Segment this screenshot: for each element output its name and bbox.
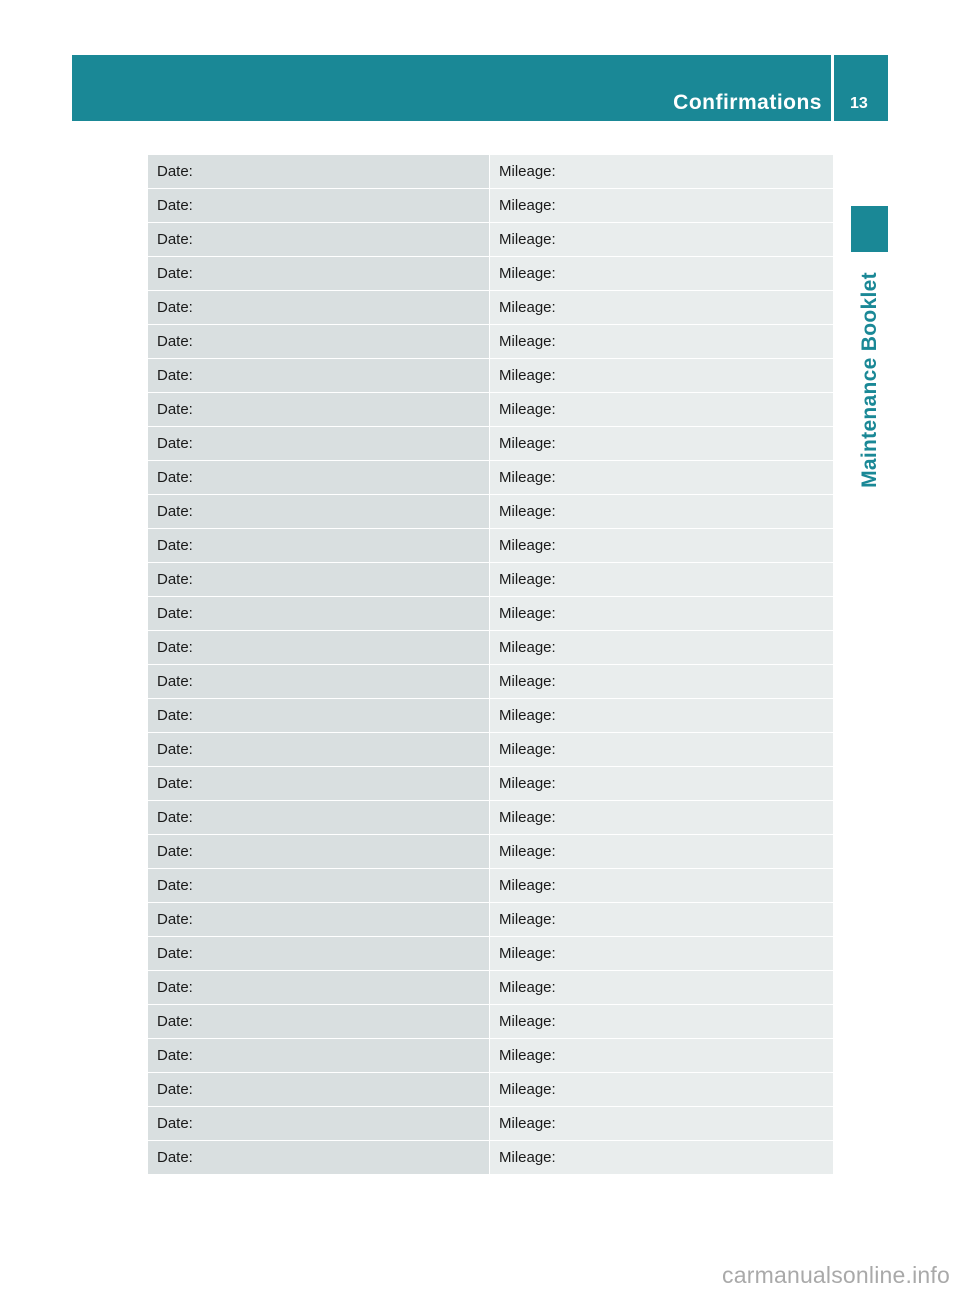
mileage-field[interactable]: Mileage:: [490, 699, 833, 732]
date-field[interactable]: Date:: [148, 937, 490, 970]
table-row: [148, 903, 833, 937]
date-field[interactable]: Date:: [148, 665, 490, 698]
mileage-field[interactable]: Mileage:: [490, 257, 833, 290]
mileage-field[interactable]: Mileage:: [490, 155, 833, 188]
watermark: carmanualsonline.info: [722, 1262, 950, 1288]
mileage-field[interactable]: Mileage:: [490, 1039, 833, 1072]
table-row: [148, 665, 833, 699]
table-row: [148, 359, 833, 393]
table-row: [148, 801, 833, 835]
date-field[interactable]: Date:: [148, 767, 490, 800]
table-row: [148, 1073, 833, 1107]
side-tab-label: Maintenance Booklet: [858, 272, 881, 488]
mileage-field[interactable]: Mileage:: [490, 223, 833, 256]
date-field[interactable]: Date:: [148, 563, 490, 596]
date-field[interactable]: Date:: [148, 495, 490, 528]
mileage-field[interactable]: Mileage:: [490, 801, 833, 834]
mileage-field[interactable]: Mileage:: [490, 767, 833, 800]
table-row: [148, 971, 833, 1005]
date-field[interactable]: Date:: [148, 461, 490, 494]
mileage-field[interactable]: Mileage:: [490, 733, 833, 766]
mileage-field[interactable]: Mileage:: [490, 937, 833, 970]
mileage-field[interactable]: Mileage:: [490, 869, 833, 902]
table-row: [148, 937, 833, 971]
mileage-field[interactable]: Mileage:: [490, 393, 833, 426]
date-field[interactable]: Date:: [148, 393, 490, 426]
date-field[interactable]: Date:: [148, 733, 490, 766]
date-field[interactable]: Date:: [148, 325, 490, 358]
table-row: [148, 1005, 833, 1039]
table-row: [148, 495, 833, 529]
date-field[interactable]: Date:: [148, 699, 490, 732]
table-row: [148, 835, 833, 869]
date-field[interactable]: Date:: [148, 155, 490, 188]
mileage-field[interactable]: Mileage:: [490, 631, 833, 664]
mileage-field[interactable]: Mileage:: [490, 529, 833, 562]
date-field[interactable]: Date:: [148, 1107, 490, 1140]
table-row: [148, 699, 833, 733]
date-field[interactable]: Date:: [148, 1039, 490, 1072]
table-row: [148, 1141, 833, 1175]
date-field[interactable]: Date:: [148, 869, 490, 902]
mileage-field[interactable]: Mileage:: [490, 597, 833, 630]
table-row: [148, 529, 833, 563]
date-field[interactable]: Date:: [148, 903, 490, 936]
table-row: [148, 767, 833, 801]
table-row: [148, 563, 833, 597]
header-divider: [831, 55, 834, 121]
table-row: [148, 291, 833, 325]
mileage-field[interactable]: Mileage:: [490, 325, 833, 358]
table-row: [148, 189, 833, 223]
mileage-field[interactable]: Mileage:: [490, 1107, 833, 1140]
date-field[interactable]: Date:: [148, 427, 490, 460]
date-field[interactable]: Date:: [148, 835, 490, 868]
mileage-field[interactable]: Mileage:: [490, 461, 833, 494]
date-field[interactable]: Date:: [148, 223, 490, 256]
table-row: [148, 393, 833, 427]
mileage-field[interactable]: Mileage:: [490, 1141, 833, 1174]
date-field[interactable]: Date:: [148, 1005, 490, 1038]
table-row: [148, 257, 833, 291]
mileage-field[interactable]: Mileage:: [490, 291, 833, 324]
confirmation-table: [148, 155, 833, 1175]
page-number: 13: [850, 95, 868, 112]
mileage-field[interactable]: Mileage:: [490, 427, 833, 460]
date-field[interactable]: Date:: [148, 1141, 490, 1174]
mileage-field[interactable]: Mileage:: [490, 971, 833, 1004]
table-row: [148, 223, 833, 257]
table-row: [148, 733, 833, 767]
date-field[interactable]: Date:: [148, 529, 490, 562]
date-field[interactable]: Date:: [148, 801, 490, 834]
mileage-field[interactable]: Mileage:: [490, 835, 833, 868]
table-row: [148, 597, 833, 631]
mileage-field[interactable]: Mileage:: [490, 359, 833, 392]
date-field[interactable]: Date:: [148, 291, 490, 324]
side-tab-marker: [851, 206, 888, 252]
table-row: [148, 869, 833, 903]
date-field[interactable]: Date:: [148, 631, 490, 664]
mileage-field[interactable]: Mileage:: [490, 1005, 833, 1038]
date-field[interactable]: Date:: [148, 257, 490, 290]
mileage-field[interactable]: Mileage:: [490, 495, 833, 528]
date-field[interactable]: Date:: [148, 1073, 490, 1106]
mileage-field[interactable]: Mileage:: [490, 189, 833, 222]
mileage-field[interactable]: Mileage:: [490, 903, 833, 936]
mileage-field[interactable]: Mileage:: [490, 563, 833, 596]
table-row: [148, 1039, 833, 1073]
date-field[interactable]: Date:: [148, 359, 490, 392]
date-field[interactable]: Date:: [148, 597, 490, 630]
table-row: [148, 155, 833, 189]
table-row: [148, 1107, 833, 1141]
mileage-field[interactable]: Mileage:: [490, 665, 833, 698]
date-field[interactable]: Date:: [148, 971, 490, 1004]
mileage-field[interactable]: Mileage:: [490, 1073, 833, 1106]
table-row: [148, 427, 833, 461]
table-row: [148, 325, 833, 359]
table-row: [148, 631, 833, 665]
page-title: Confirmations: [673, 91, 822, 114]
table-row: [148, 461, 833, 495]
date-field[interactable]: Date:: [148, 189, 490, 222]
